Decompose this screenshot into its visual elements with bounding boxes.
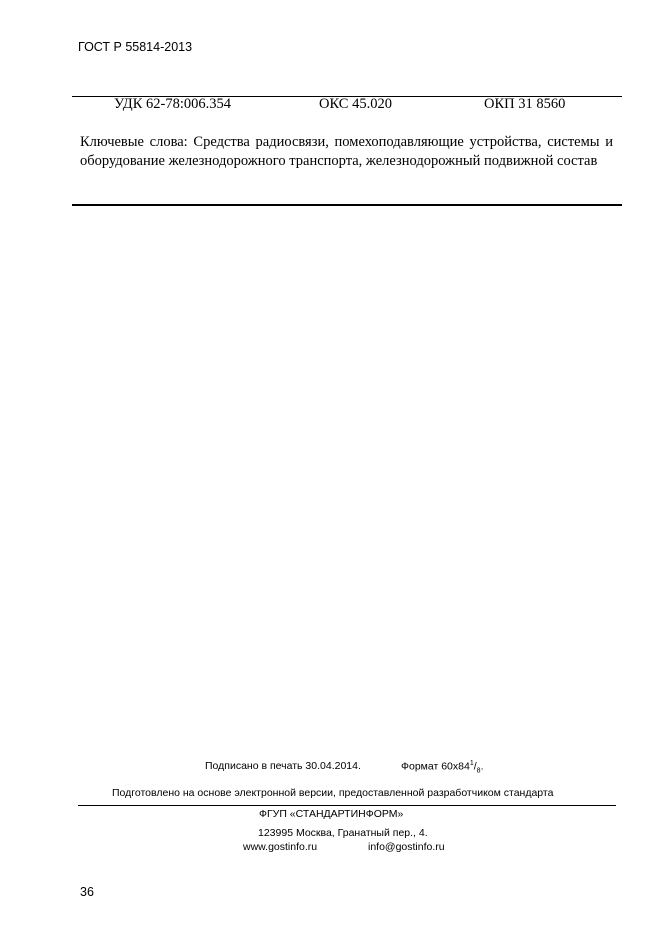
publisher-organization: ФГУП «СТАНДАРТИНФОРМ» — [259, 808, 404, 820]
page-number: 36 — [80, 885, 94, 899]
paper-format-label: Формат 60х84 — [401, 760, 470, 773]
udk-code: УДК 62-78:006.354 — [114, 96, 231, 112]
keywords-divider — [72, 204, 622, 206]
standard-code-header: ГОСТ Р 55814-2013 — [78, 40, 193, 54]
publisher-address: 123995 Москва, Гранатный пер., 4. — [258, 827, 428, 839]
footer-divider — [78, 805, 616, 806]
oks-code: ОКС 45.020 — [319, 96, 392, 112]
signed-to-print: Подписано в печать 30.04.2014. — [205, 760, 361, 772]
publisher-email: info@gostinfo.ru — [368, 841, 445, 853]
okp-code: ОКП 31 8560 — [484, 96, 566, 112]
prepared-note: Подготовлено на основе электронной версии, предоставленной разработчиком стандарта — [112, 787, 554, 799]
paper-format-end: . — [480, 760, 484, 773]
paper-format-denominator: 8 — [476, 767, 481, 775]
paper-format-numerator: 1 — [469, 760, 474, 767]
paper-format: Формат $60х84^1/_8$. — [401, 760, 484, 775]
keywords-paragraph: Ключевые слова: Средства радиосвязи, помехоподавляющие устройства, системы и оборудование железнодорожного транспорта, железнодорожный подвижной состав — [80, 134, 613, 169]
publisher-website: www.gostinfo.ru — [243, 841, 318, 853]
